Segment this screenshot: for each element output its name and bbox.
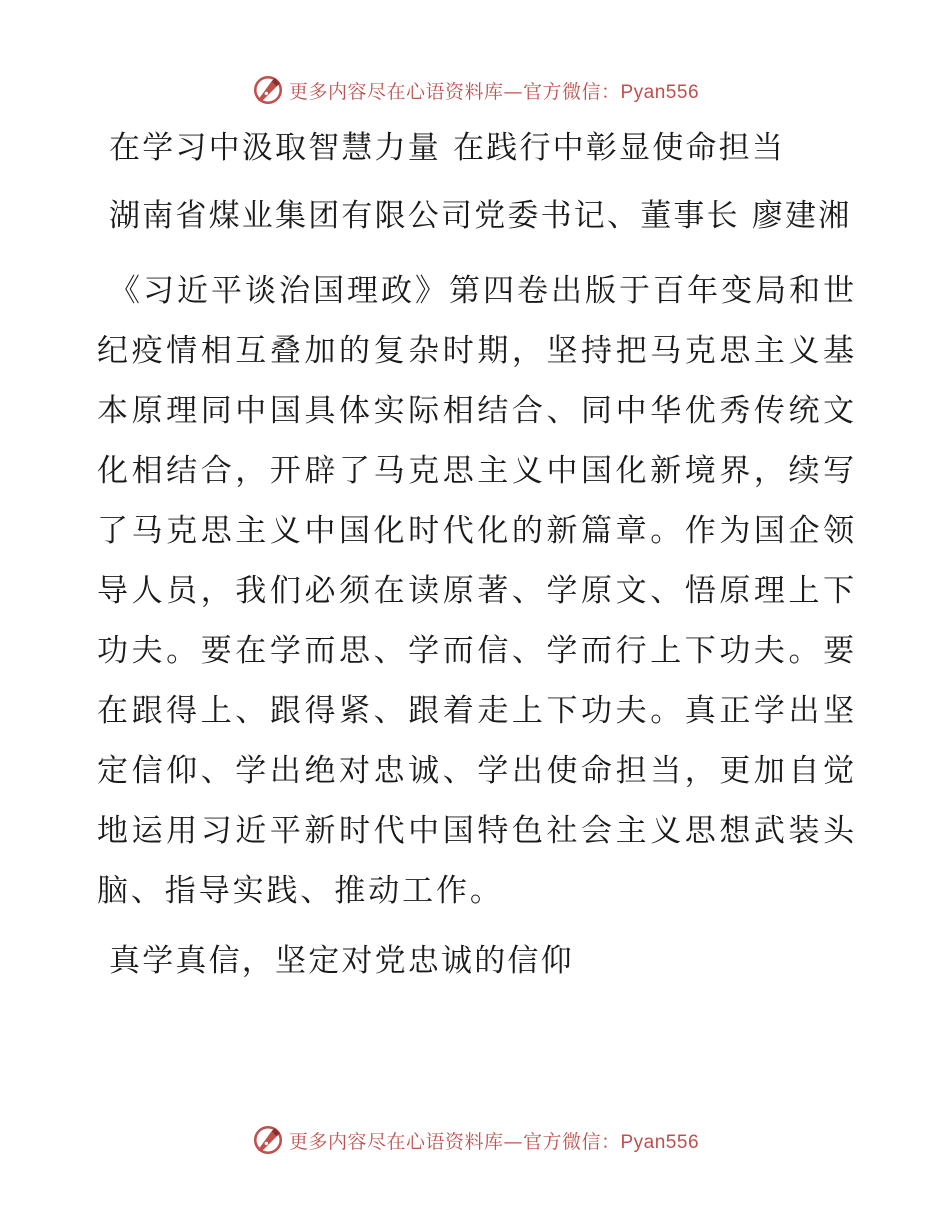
document-title: 在学习中汲取智慧力量 在践行中彰显使命担当 bbox=[109, 130, 786, 166]
pen-nib-logo-icon bbox=[251, 73, 285, 107]
wechat-id: Pyan556 bbox=[620, 1131, 700, 1153]
banner-text: 更多内容尽在心语资料库—官方微信：Pyan556 bbox=[288, 80, 700, 103]
banner-text: 更多内容尽在心语资料库—官方微信：Pyan556 bbox=[288, 1130, 700, 1153]
document-body bbox=[97, 120, 857, 989]
body-paragraph: 《习近平谈治国理政》第四卷出版于百年变局和世纪疫情相互叠加的复杂时期，坚持把马克思主义基本原理同中国具体实际相结合、同中华优秀传统文化相结合，开辟了马克思主义中国化新境界，续写了马克思主义中国化时代化的新篇章。作为国企领导人员，我们必须在读原著、学原文、悟原理上下功夫。要在学而思、学而信、学而行上下功夫。要在跟得上、跟得紧、跟着走上下功夫。真正学出坚定信仰、学出绝对忠诚、学出使命担当，更加自觉地运用习近平新时代中国特色社会主义思想武装头脑、指导实践、推动工作。 bbox=[97, 273, 857, 909]
footer-banner bbox=[0, 1120, 950, 1160]
wechat-id: Pyan556 bbox=[620, 81, 700, 103]
section-heading: 真学真信，坚定对党忠诚的信仰 bbox=[109, 943, 574, 979]
pen-nib-logo-icon bbox=[251, 1123, 285, 1157]
header-banner bbox=[0, 70, 950, 110]
author-line: 湖南省煤业集团有限公司党委书记、董事长 廖建湘 bbox=[109, 198, 852, 234]
